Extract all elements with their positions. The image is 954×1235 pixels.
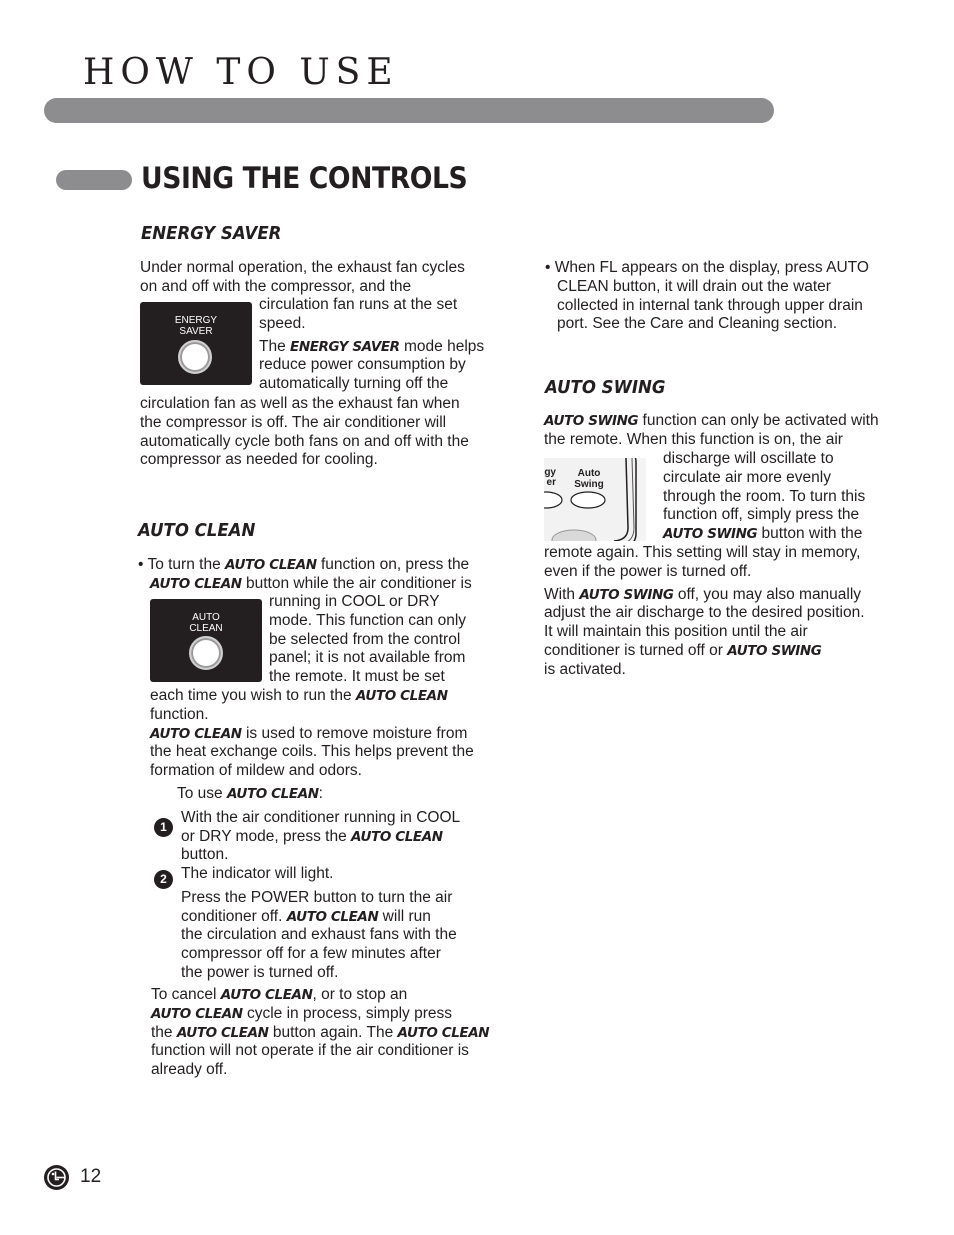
auto-clean-heading: AUTO CLEAN: [138, 520, 256, 541]
auto-clean-term: AUTO CLEAN: [151, 1005, 243, 1022]
auto-clean-panel-image: [150, 599, 262, 682]
auto-clean-term: AUTO CLEAN: [351, 828, 443, 845]
remote-label-line: Swing: [574, 479, 604, 490]
text-span: off, you may also manually: [673, 585, 862, 603]
auto-swing-intro: [544, 412, 904, 450]
header-title: HOW TO USE: [83, 52, 399, 93]
text-line: speed.: [259, 314, 306, 332]
text-line: be selected from the control: [269, 630, 461, 648]
auto-swing-body: [544, 544, 904, 680]
page-number: 12: [80, 1166, 102, 1187]
text-line: [181, 908, 497, 927]
energy-saver-wrap-text: [259, 296, 499, 394]
auto-clean-intro: [138, 556, 498, 594]
text-line: [544, 642, 904, 661]
text-span: , or to stop an: [312, 986, 408, 1003]
auto-clean-term: AUTO CLEAN: [286, 908, 379, 925]
text-span: or DRY mode, press the: [181, 827, 352, 845]
panel-label-line: ENERGY: [174, 315, 218, 326]
text-line: running in COOL or DRY: [269, 593, 440, 610]
text-line: through the room. To turn this: [663, 487, 866, 505]
text-line: • When FL appears on the display, press AUTO: [545, 259, 869, 276]
text-line: [544, 412, 904, 431]
text-span: button again. The: [268, 1023, 398, 1041]
auto-clean-term: AUTO CLEAN: [150, 575, 242, 592]
text-span: function can only be activated with: [638, 412, 879, 429]
panel-label: [140, 315, 252, 337]
text-line: the heat exchange coils. This helps prevent the: [150, 743, 474, 761]
remote-control-image: [544, 458, 646, 541]
auto-swing-heading: AUTO SWING: [545, 377, 666, 398]
text-span: each time you wish to run the: [150, 687, 356, 704]
text-line: [544, 586, 904, 605]
step-2-badge: 2: [154, 870, 173, 889]
text-line: circulation fan runs at the set: [259, 296, 458, 313]
text-line: the circulation and exhaust fans with the: [181, 926, 457, 944]
remote-label-line: er: [546, 477, 556, 488]
text-line: [138, 575, 498, 594]
text-span: To cancel: [151, 986, 221, 1003]
section-title: USING THE CONTROLS: [141, 161, 468, 195]
text-line: panel; it is not available from: [269, 649, 466, 667]
text-span: will run: [378, 907, 431, 925]
energy-saver-button-icon: [178, 340, 212, 374]
text-line: function off, simply press the: [663, 506, 860, 524]
text-line: the compressor is off. The air conditioner will: [140, 413, 447, 431]
text-line: [177, 785, 497, 804]
lg-logo-drawing: [44, 1165, 69, 1190]
text-line: The indicator will light.: [181, 865, 334, 882]
text-line: compressor off for a few minutes after: [181, 945, 441, 963]
step-2-text: [181, 865, 497, 983]
text-line: automatically turning off the: [259, 375, 449, 393]
text-span: is used to remove moisture from: [241, 724, 468, 742]
text-line: [663, 525, 903, 544]
text-line: mode. This function can only: [269, 611, 467, 629]
text-line: formation of mildew and odors.: [150, 762, 362, 780]
auto-clean-term: AUTO CLEAN: [225, 557, 317, 573]
text-span: :: [318, 785, 323, 802]
panel-label-line: CLEAN: [189, 623, 223, 634]
text-line: the remote. It must be set: [269, 668, 445, 686]
auto-clean-button-icon: [189, 636, 223, 670]
text-line: function.: [150, 705, 209, 723]
text-line: collected in internal tank through upper drain: [557, 296, 863, 314]
text-span: The: [259, 337, 291, 355]
text-line: automatically cycle both fans on and off with the: [140, 432, 469, 450]
text-line: already off.: [151, 1061, 228, 1079]
text-line: compressor as needed for cooling.: [140, 451, 378, 469]
auto-swing-term: AUTO SWING: [579, 586, 674, 603]
panel-label-line: AUTO: [192, 612, 220, 623]
auto-swing-wrap-text: [663, 450, 903, 544]
text-line: adjust the air discharge to the desired position.: [544, 604, 865, 622]
auto-clean-term: AUTO CLEAN: [176, 1024, 269, 1041]
auto-swing-term: AUTO SWING: [727, 642, 822, 659]
step-1-text: [177, 785, 497, 865]
text-span: • To turn the: [138, 556, 225, 573]
panel-label: [150, 612, 262, 634]
text-line: the remote. When this function is on, the air: [544, 430, 843, 448]
text-line: circulate air more evenly: [663, 468, 831, 486]
text-line: [150, 725, 500, 744]
energy-saver-panel-image: [140, 302, 252, 385]
text-span: button with the: [757, 525, 863, 543]
text-line: [151, 986, 501, 1005]
text-line: [150, 687, 500, 706]
text-line: the power is turned off.: [181, 963, 339, 981]
text-line: [138, 556, 498, 575]
remote-label-line: Auto: [577, 468, 601, 479]
remote-button-label: [544, 468, 556, 488]
energy-saver-term: ENERGY SAVER: [290, 338, 400, 355]
auto-clean-wrap-text: [269, 593, 499, 687]
text-span: With: [544, 585, 580, 603]
auto-swing-term: AUTO SWING: [544, 413, 639, 429]
remote-label-line: gy: [544, 467, 556, 478]
text-line: even if the power is turned off.: [544, 562, 752, 580]
text-line: circulation fan as well as the exhaust fan when: [140, 395, 460, 412]
lg-logo-icon: [44, 1165, 69, 1190]
text-span: cycle in process, simply press: [242, 1004, 452, 1022]
energy-saver-text-bottom: [140, 395, 500, 470]
text-span: mode helps: [399, 337, 485, 355]
step-1-badge: 1: [154, 818, 173, 837]
auto-swing-term: AUTO SWING: [663, 526, 758, 543]
text-line: Under normal operation, the exhaust fan cycles: [140, 259, 465, 276]
text-line: reduce power consumption by: [259, 356, 466, 374]
energy-saver-text: [140, 259, 500, 297]
text-line: remote again. This setting will stay in memory,: [544, 544, 861, 561]
text-span: function on, press the: [316, 556, 470, 573]
text-line: [259, 338, 499, 357]
text-span: conditioner is turned off or: [544, 641, 728, 659]
fl-note: [545, 259, 905, 334]
energy-saver-heading: ENERGY SAVER: [141, 223, 282, 244]
text-line: discharge will oscillate to: [663, 450, 834, 467]
text-line: With the air conditioner running in COOL: [181, 808, 461, 826]
text-line: [177, 828, 497, 847]
auto-clean-term: AUTO CLEAN: [226, 786, 319, 802]
text-span: the: [151, 1023, 177, 1041]
auto-clean-term: AUTO CLEAN: [355, 688, 448, 704]
text-line: CLEAN button, it will drain out the water: [557, 277, 831, 295]
panel-label-line: SAVER: [179, 326, 213, 337]
auto-clean-body: [150, 687, 500, 781]
auto-swing-remote-label: [568, 468, 610, 490]
text-line: port. See the Care and Cleaning section.: [557, 315, 838, 333]
text-line: function will not operate if the air conditioner is: [151, 1042, 469, 1060]
auto-clean-term: AUTO CLEAN: [150, 725, 242, 742]
auto-clean-term: AUTO CLEAN: [397, 1024, 490, 1041]
text-line: [151, 1024, 501, 1043]
text-span: conditioner off.: [181, 907, 287, 925]
text-line: button.: [181, 846, 229, 864]
text-line: [151, 1005, 501, 1024]
header-bar: [44, 98, 774, 123]
auto-clean-cancel-text: [151, 986, 501, 1080]
auto-clean-term: AUTO CLEAN: [220, 987, 313, 1003]
text-line: It will maintain this position until the air: [544, 623, 808, 641]
text-span: button while the air conditioner is: [241, 574, 472, 592]
text-line: is activated.: [544, 660, 626, 678]
text-span: To use: [177, 785, 227, 802]
text-line: on and off with the compressor, and the: [140, 277, 412, 295]
text-line: Press the POWER button to turn the air: [181, 888, 453, 906]
section-pill: [56, 170, 132, 190]
